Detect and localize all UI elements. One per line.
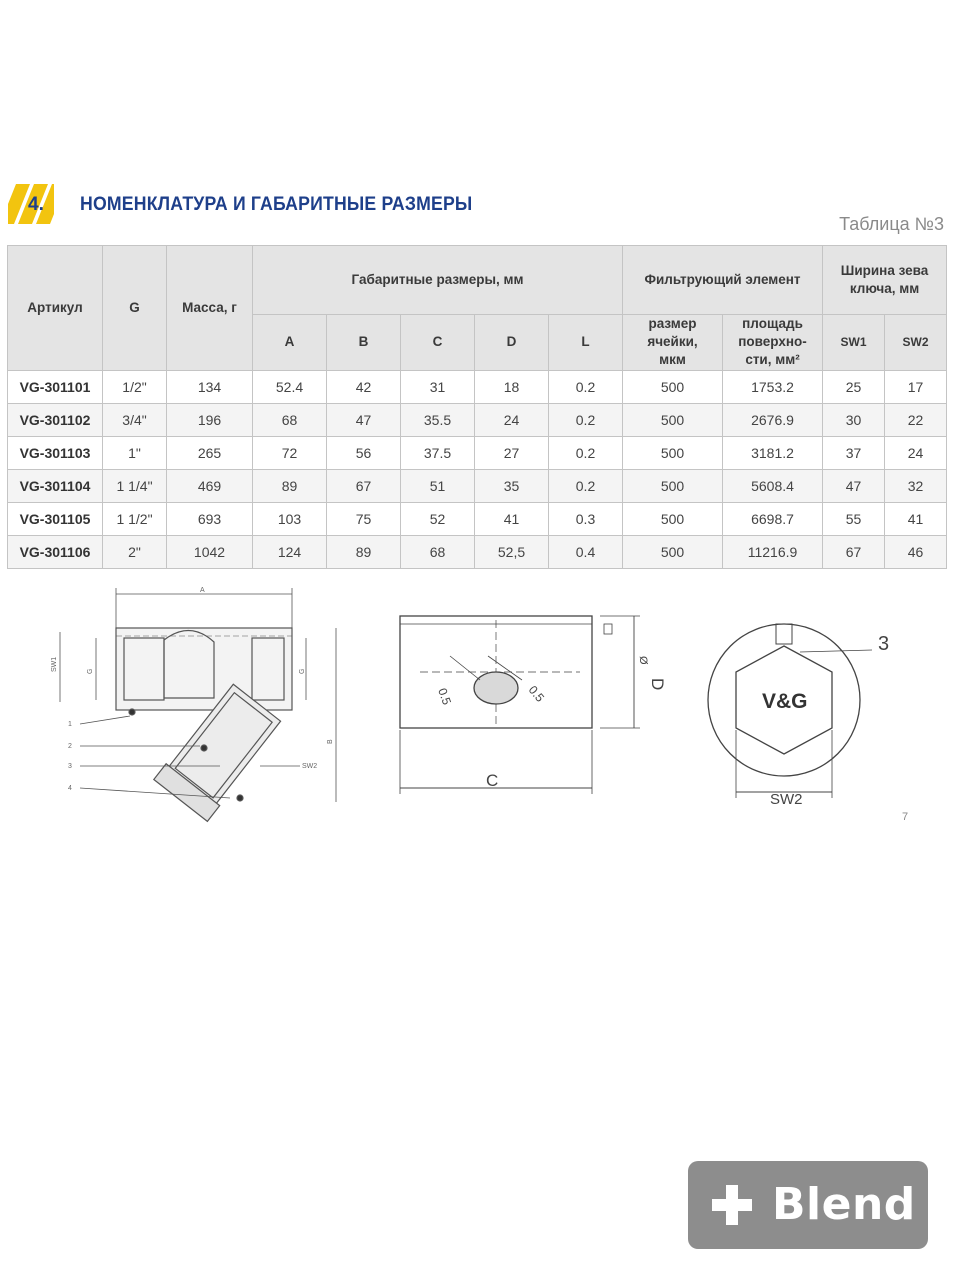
cell-article: VG-301104 (8, 469, 103, 502)
plug-sw2: SW2 (770, 791, 803, 808)
cell-mass: 265 (167, 436, 253, 469)
filter-mesh-left: 0.5 (435, 686, 455, 707)
cell-dim-l: 0.2 (549, 469, 623, 502)
valve-dim-b: B (327, 739, 334, 744)
cell-mesh: 500 (623, 370, 723, 403)
cell-g: 2" (103, 535, 167, 568)
header-dim-a: A (253, 315, 327, 371)
table-row (8, 436, 947, 469)
valve-sw1: SW1 (51, 656, 58, 672)
cell-sw1: 25 (823, 370, 885, 403)
cell-area: 2676.9 (723, 403, 823, 436)
cell-sw2: 41 (885, 502, 947, 535)
cell-dim-b: 42 (327, 370, 401, 403)
valve-sw2: SW2 (302, 763, 318, 770)
header-area: площадь поверхно-сти, мм² (723, 315, 823, 371)
cell-dim-a: 52.4 (253, 370, 327, 403)
cell-g: 1 1/4" (103, 469, 167, 502)
blend-logo-icon (712, 1185, 756, 1225)
cell-sw1: 55 (823, 502, 885, 535)
valve-callout-4: 4 (68, 785, 72, 792)
cell-g: 1 1/2" (103, 502, 167, 535)
cell-dim-a: 89 (253, 469, 327, 502)
header-dim-l: L (549, 315, 623, 371)
cell-mass: 1042 (167, 535, 253, 568)
table-row (8, 535, 947, 568)
valve-callout-1: 1 (68, 721, 72, 728)
cell-area: 5608.4 (723, 469, 823, 502)
blend-watermark (688, 1161, 928, 1249)
cell-dim-d: 18 (475, 370, 549, 403)
plug-callout-3: 3 (878, 633, 890, 655)
valve-dim-a: A (200, 587, 205, 594)
cell-dim-c: 52 (401, 502, 475, 535)
header-dim-c: C (401, 315, 475, 371)
filter-drawing (400, 616, 640, 794)
plug-logo: V&G (762, 690, 808, 713)
table-caption: Таблица №3 (839, 214, 944, 234)
cell-article: VG-301102 (8, 403, 103, 436)
cell-mass: 134 (167, 370, 253, 403)
cell-mesh: 500 (623, 502, 723, 535)
cell-dim-b: 47 (327, 403, 401, 436)
section-number: 4. (28, 194, 44, 215)
cell-dim-l: 0.2 (549, 370, 623, 403)
header-g: G (103, 246, 167, 371)
valve-g-left: G (87, 668, 94, 674)
cell-area: 6698.7 (723, 502, 823, 535)
header-dim-d: D (475, 315, 549, 371)
cell-g: 1/2" (103, 370, 167, 403)
cell-article: VG-301106 (8, 535, 103, 568)
valve-callout-3: 3 (68, 763, 72, 770)
cell-dim-b: 89 (327, 535, 401, 568)
cell-dim-a: 72 (253, 436, 327, 469)
cell-sw2: 22 (885, 403, 947, 436)
header-dim-b: B (327, 315, 401, 371)
cell-mass: 693 (167, 502, 253, 535)
cell-article: VG-301105 (8, 502, 103, 535)
cell-article: VG-301101 (8, 370, 103, 403)
section-header (8, 180, 948, 228)
table-row (8, 403, 947, 436)
cell-dim-d: 27 (475, 436, 549, 469)
cell-area: 11216.9 (723, 535, 823, 568)
table-row (8, 370, 947, 403)
header-filter: Фильтрующий элемент (623, 246, 823, 315)
spec-table-body (8, 370, 947, 568)
cell-dim-c: 68 (401, 535, 475, 568)
cell-dim-c: 37.5 (401, 436, 475, 469)
cell-sw1: 47 (823, 469, 885, 502)
header-article: Артикул (8, 246, 103, 371)
cell-dim-a: 68 (253, 403, 327, 436)
cell-mass: 196 (167, 403, 253, 436)
technical-drawings (0, 580, 960, 840)
cell-sw1: 30 (823, 403, 885, 436)
cell-dim-d: 52,5 (475, 535, 549, 568)
cell-sw2: 32 (885, 469, 947, 502)
cell-dim-d: 35 (475, 469, 549, 502)
cell-dim-d: 24 (475, 403, 549, 436)
cell-dim-a: 103 (253, 502, 327, 535)
cell-sw2: 17 (885, 370, 947, 403)
header-wrench: Ширина зева ключа, мм (823, 246, 947, 315)
cell-dim-b: 67 (327, 469, 401, 502)
filter-dia: Ø (637, 656, 649, 665)
cell-mesh: 500 (623, 469, 723, 502)
cell-dim-d: 41 (475, 502, 549, 535)
filter-dim-d: D (648, 678, 667, 691)
cell-sw1: 67 (823, 535, 885, 568)
header-mesh: размер ячейки, мкм (623, 315, 723, 371)
cell-dim-l: 0.4 (549, 535, 623, 568)
cell-g: 3/4" (103, 403, 167, 436)
cell-sw1: 37 (823, 436, 885, 469)
valve-g-right: G (299, 668, 306, 674)
cell-dim-a: 124 (253, 535, 327, 568)
valve-drawing (60, 588, 336, 821)
cell-article: VG-301103 (8, 436, 103, 469)
cell-mass: 469 (167, 469, 253, 502)
filter-dim-c: C (486, 771, 499, 790)
cell-dim-b: 56 (327, 436, 401, 469)
watermark-text: Blend (772, 1179, 916, 1230)
cell-dim-c: 35.5 (401, 403, 475, 436)
header-dimensions: Габаритные размеры, мм (253, 246, 623, 315)
cell-mesh: 500 (623, 535, 723, 568)
table-row (8, 469, 947, 502)
header-sw2: SW2 (885, 315, 947, 371)
header-mass: Масса, г (167, 246, 253, 371)
cell-g: 1" (103, 436, 167, 469)
cell-dim-c: 31 (401, 370, 475, 403)
filter-mesh-right: 0.5 (525, 682, 548, 705)
spec-table-main (7, 245, 947, 569)
header-sw1: SW1 (823, 315, 885, 371)
cell-dim-l: 0.3 (549, 502, 623, 535)
cell-mesh: 500 (623, 403, 723, 436)
cell-dim-b: 75 (327, 502, 401, 535)
cell-mesh: 500 (623, 436, 723, 469)
cell-sw2: 24 (885, 436, 947, 469)
page-mark: 7 (902, 811, 909, 823)
cell-area: 1753.2 (723, 370, 823, 403)
cell-dim-l: 0.2 (549, 436, 623, 469)
table-row (8, 502, 947, 535)
cell-dim-c: 51 (401, 469, 475, 502)
cell-area: 3181.2 (723, 436, 823, 469)
section-title: НОМЕНКЛАТУРА И ГАБАРИТНЫЕ РАЗМЕРЫ (80, 194, 473, 215)
valve-callout-2: 2 (68, 743, 72, 750)
cell-sw2: 46 (885, 535, 947, 568)
cell-dim-l: 0.2 (549, 403, 623, 436)
